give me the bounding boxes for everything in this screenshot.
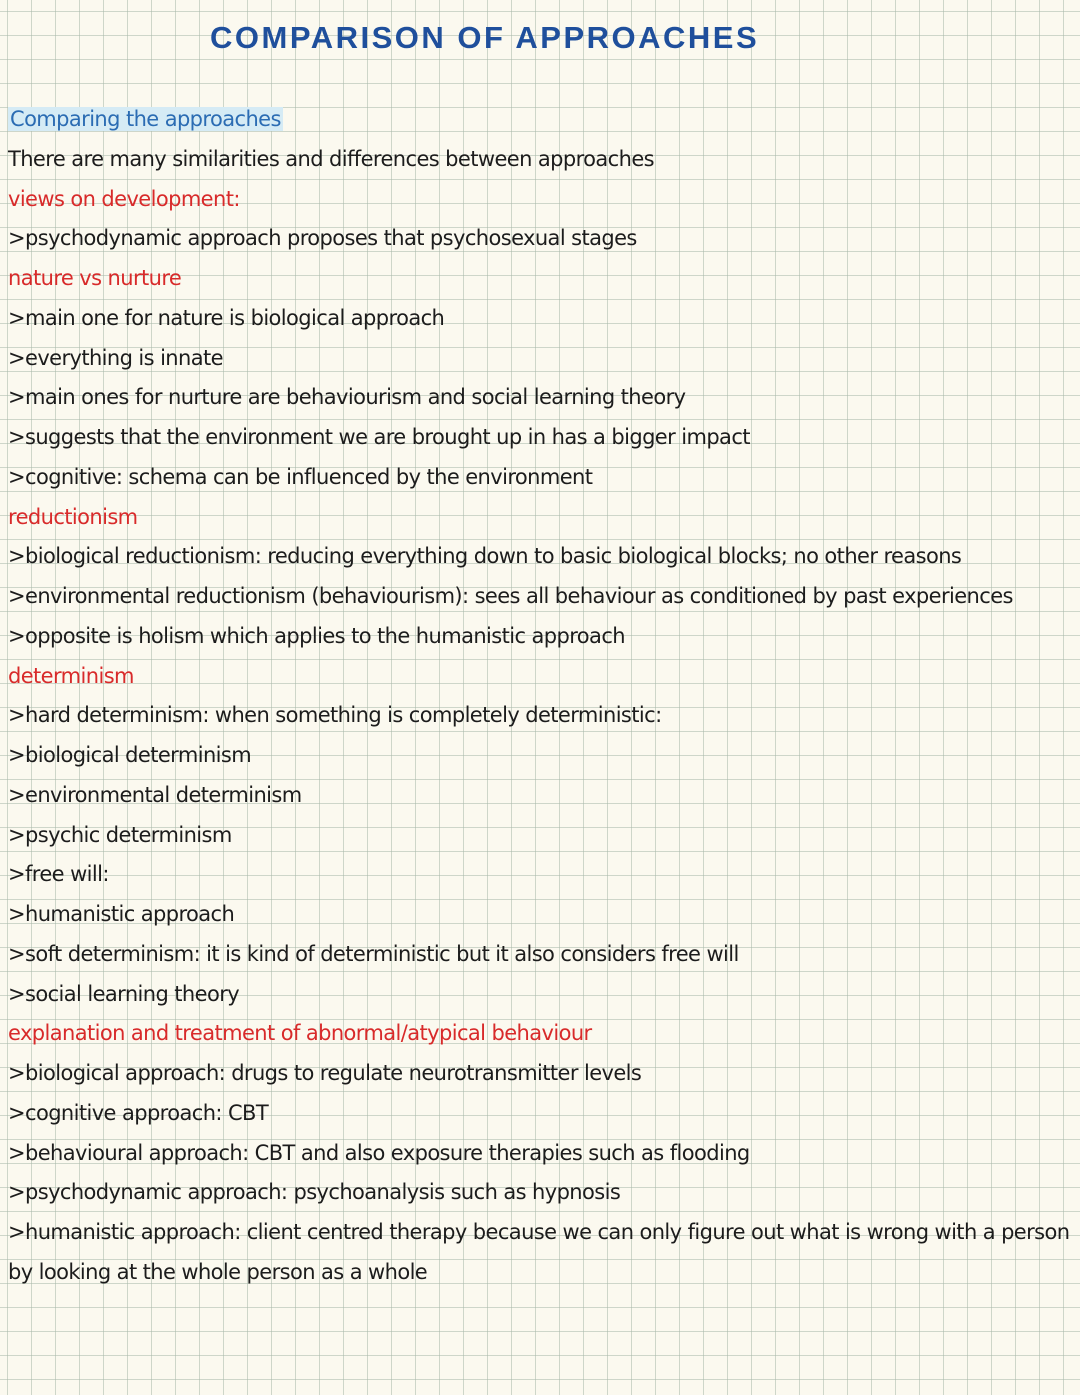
reductionism-point: >environmental reductionism (behaviourism): sees all behaviour as conditioned by past experiences	[8, 584, 1013, 608]
determinism-point: >soft determinism: it is kind of deterministic but it also considers free will	[8, 941, 739, 966]
intro-text: There are many similarities and differences between approaches	[8, 146, 654, 171]
intro-heading-text: Comparing the approaches	[10, 107, 281, 131]
determinism-heading: determinism	[8, 663, 134, 688]
abnormal-point: >behavioural approach: CBT and also exposure therapies such as flooding	[8, 1140, 750, 1165]
abnormal-point: >cognitive approach: CBT	[8, 1100, 269, 1125]
page-title: COMPARISON OF APPROACHES	[210, 20, 760, 55]
development-heading: views on development:	[8, 186, 240, 211]
nature-point: >suggests that the environment we are brought up in has a bigger impact	[8, 425, 750, 449]
abnormal-point: >humanistic approach: client centred therapy because we can only figure out what is wrong with a person by looking at the whole person as a whole	[8, 1220, 1070, 1284]
determinism-point: >psychic determinism	[8, 822, 232, 847]
nature-point: >cognitive: schema can be influenced by the environment	[8, 464, 593, 489]
determinism-point: >humanistic approach	[8, 902, 235, 926]
development-point: >psychodynamic approach proposes that psychosexual stages	[8, 226, 637, 251]
determinism-point: >environmental determinism	[8, 782, 302, 807]
abnormal-point: >biological approach: drugs to regulate neurotransmitter levels	[8, 1061, 642, 1085]
determinism-point: >hard determinism: when something is completely deterministic:	[8, 703, 662, 728]
abnormal-behaviour-heading: explanation and treatment of abnormal/atypical behaviour	[8, 1021, 592, 1046]
nature-point: >main one for nature is biological approach	[8, 305, 445, 330]
determinism-point: >biological determinism	[8, 743, 252, 767]
notes-body	[8, 100, 1072, 1293]
nature-point: >main ones for nurture are behaviourism and social learning theory	[8, 385, 686, 410]
reductionism-point: >opposite is holism which applies to the humanistic approach	[8, 623, 625, 648]
abnormal-point: >psychodynamic approach: psychoanalysis such as hypnosis	[8, 1180, 621, 1205]
determinism-point: >free will:	[8, 862, 109, 887]
intro-heading	[8, 100, 1072, 140]
determinism-point: >social learning theory	[8, 981, 240, 1006]
reductionism-point: >biological reductionism: reducing everything down to basic biological blocks; no other reasons	[8, 544, 962, 569]
nature-nurture-heading: nature vs nurture	[8, 266, 182, 290]
nature-point: >everything is innate	[8, 345, 223, 370]
reductionism-heading: reductionism	[8, 504, 138, 529]
